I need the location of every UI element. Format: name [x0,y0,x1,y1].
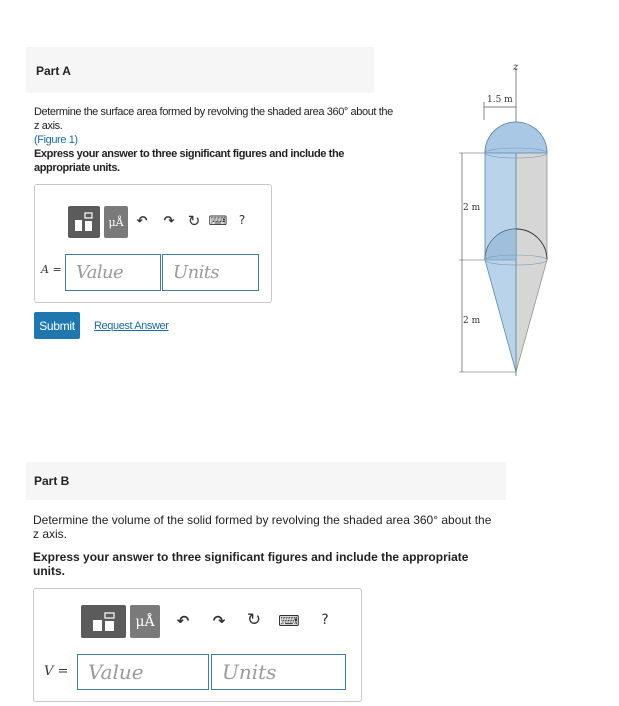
part-b-header [26,462,506,500]
z-axis-label: z [513,62,519,73]
part-b-question-line2: z axis. [33,527,68,541]
templates-button-b[interactable] [81,605,126,638]
templates-button[interactable] [68,206,100,238]
redo-icon-b[interactable]: ↷ [212,612,226,630]
figure [455,60,575,380]
area-units-input[interactable]: Units [162,254,259,291]
undo-icon-b[interactable]: ↶ [176,612,190,630]
reset-icon-b[interactable]: ↻ [246,610,262,630]
submit-button[interactable]: Submit [34,312,80,339]
request-answer-link[interactable]: Request Answer [94,320,169,332]
unshaded-region [516,122,547,372]
undo-icon[interactable]: ↶ [136,213,148,229]
reset-icon[interactable]: ↻ [187,212,201,230]
help-icon[interactable]: ? [238,213,246,227]
part-a-title: Part A [36,64,71,78]
part-b-answer-box [33,588,362,702]
figure-link[interactable]: (Figure 1) [34,134,78,146]
part-a-answer-box [34,184,272,303]
volume-value-input[interactable]: Value [77,654,209,690]
part-a-question-text: Determine the surface area formed by revolving the shaded area 360° about the z axis. [34,106,393,132]
units-symbol-button-b[interactable]: μÅ [130,605,160,638]
keyboard-icon-b[interactable]: ⌨ [278,612,300,630]
help-icon-b[interactable]: ? [321,612,329,628]
part-b-question-line1: Determine the volume of the solid formed by revolving the shaded area 360° about the [33,513,492,527]
units-symbol-button[interactable]: μÅ [104,206,128,238]
bottom-height-label: 2 m [463,316,481,326]
volume-units-input[interactable]: Units [211,654,346,690]
redo-icon[interactable]: ↷ [163,213,175,229]
width-label: 1.5 m [487,95,513,105]
templates-icon-b [91,611,117,633]
area-value-input[interactable]: Value [65,254,161,291]
top-cap [485,122,547,153]
area-variable-label: A = [41,263,62,276]
part-b-instruction: Express your answer to three significant figures and include the appropriate units. [33,550,469,578]
keyboard-icon[interactable]: ⌨ [208,213,228,229]
top-height-label: 2 m [463,203,481,213]
volume-variable-label: V = [44,664,69,679]
revolved-solid-figure [455,60,575,380]
part-b-title: Part B [34,474,70,488]
part-a-instruction: Express your answer to three significant figures and include the appropriate units. [34,148,344,174]
templates-icon [73,211,95,233]
part-a-question [34,105,394,147]
part-b-question [33,513,513,541]
part-a-header [26,47,374,93]
